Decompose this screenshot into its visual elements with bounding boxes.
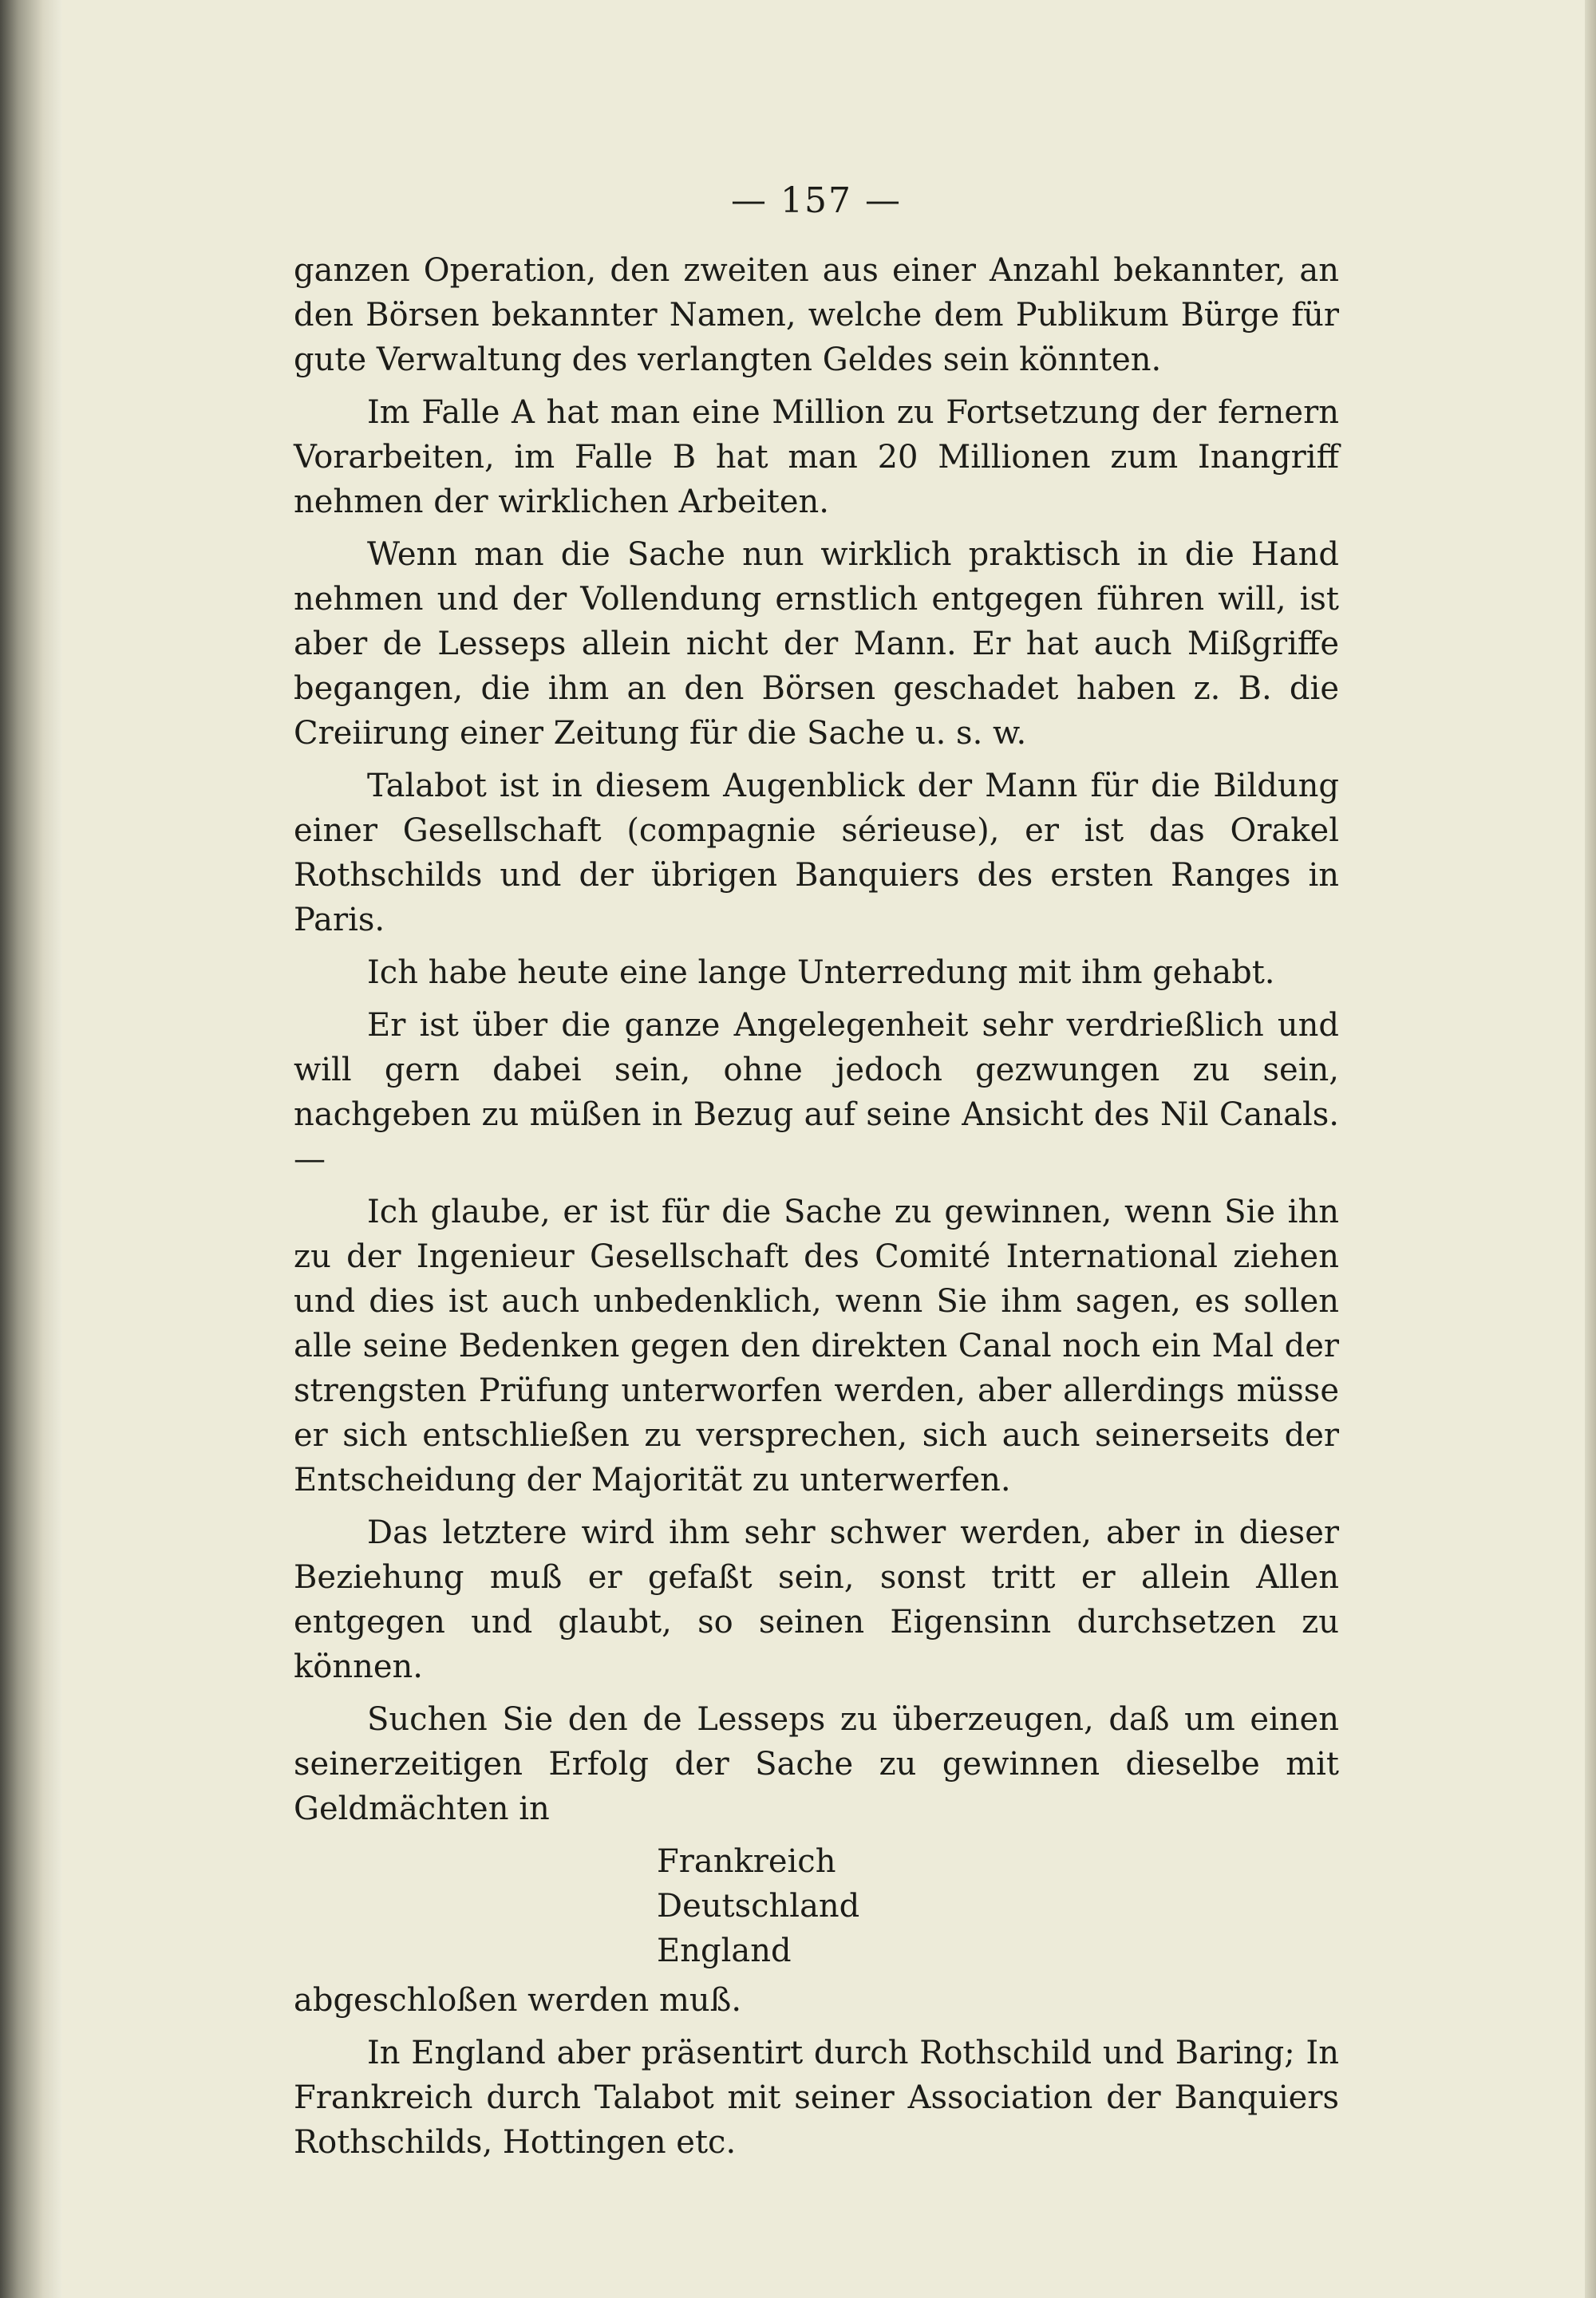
country-item: Frankreich <box>657 1843 836 1880</box>
page-content <box>294 180 1339 2173</box>
book-page <box>62 0 1596 2298</box>
paragraph: abgeschloßen werden muß. <box>294 1982 742 2019</box>
paragraph: Das letztere wird ihm sehr schwer werden, aber in dieser Beziehung muß er gefaßt sein, sonst tritt er allein Allen entgegen und glaubt, so seinen Eigensinn durchsetzen zu können. <box>294 1514 1339 1685</box>
paragraph: Suchen Sie den de Lesseps zu überzeugen, daß um einen seinerzeitigen Erfolg der Sache zu gewinnen dieselbe mit Geldmächten in <box>294 1701 1339 1827</box>
paragraph: Wenn man die Sache nun wirklich praktisch in die Hand nehmen und der Vollendung ernstlich entgegen führen will, ist aber de Lesseps allein nicht der Mann. Er hat auch Mißgriffe begangen, die ihm an den Börsen geschadet haben z. B. die Creiirung einer Zeitung für die Sache u. s. w. <box>294 536 1339 752</box>
country-item: Deutschland <box>657 1888 860 1925</box>
page-edge <box>1585 0 1596 2298</box>
country-item: England <box>657 1933 792 1969</box>
paragraph: Ich glaube, er ist für die Sache zu gewinnen, wenn Sie ihn zu der Ingenieur Gesellschaft des Comité International ziehen und dies ist auch unbedenklich, wenn Sie ihm sagen, es sollen alle seine Bedenken gegen den direkten Canal noch ein Mal der strengsten Prüfung unterworfen werden, aber allerdings müsse er sich entschließen zu versprechen, sich auch seinerseits der Entscheidung der Majorität zu unterwerfen. <box>294 1194 1339 1498</box>
paragraph: In England aber präsentirt durch Rothschild und Baring; In Frankreich durch Talabot mit seiner Association der Banquiers Rothschilds, Hottingen etc. <box>294 2035 1339 2161</box>
page-number: — 157 — <box>731 180 902 221</box>
paragraph: Er ist über die ganze Angelegenheit sehr verdrießlich und will gern dabei sein, ohne jedoch gezwungen zu sein, nachgeben zu müßen in Bezug auf seine Ansicht des Nil Canals. — <box>294 1007 1339 1178</box>
book-spine-shadow <box>0 0 62 2298</box>
country-list <box>657 1839 1339 1973</box>
paragraph: Ich habe heute eine lange Unterredung mit ihm gehabt. <box>367 954 1275 991</box>
paragraph: Im Falle A hat man eine Million zu Fortsetzung der fernern Vorarbeiten, im Falle B hat man 20 Millionen zum Inangriff nehmen der wirklichen Arbeiten. <box>294 394 1339 520</box>
paragraph: ganzen Operation, den zweiten aus einer Anzahl bekannter, an den Börsen bekannter Namen, welche dem Publikum Bürge für gute Verwaltung des verlangten Geldes sein könnten. <box>294 252 1339 378</box>
paragraph: Talabot ist in diesem Augenblick der Mann für die Bildung einer Gesellschaft (compagnie sérieuse), er ist das Orakel Rothschilds und der übrigen Banquiers des ersten Ranges in Paris. <box>294 768 1339 938</box>
